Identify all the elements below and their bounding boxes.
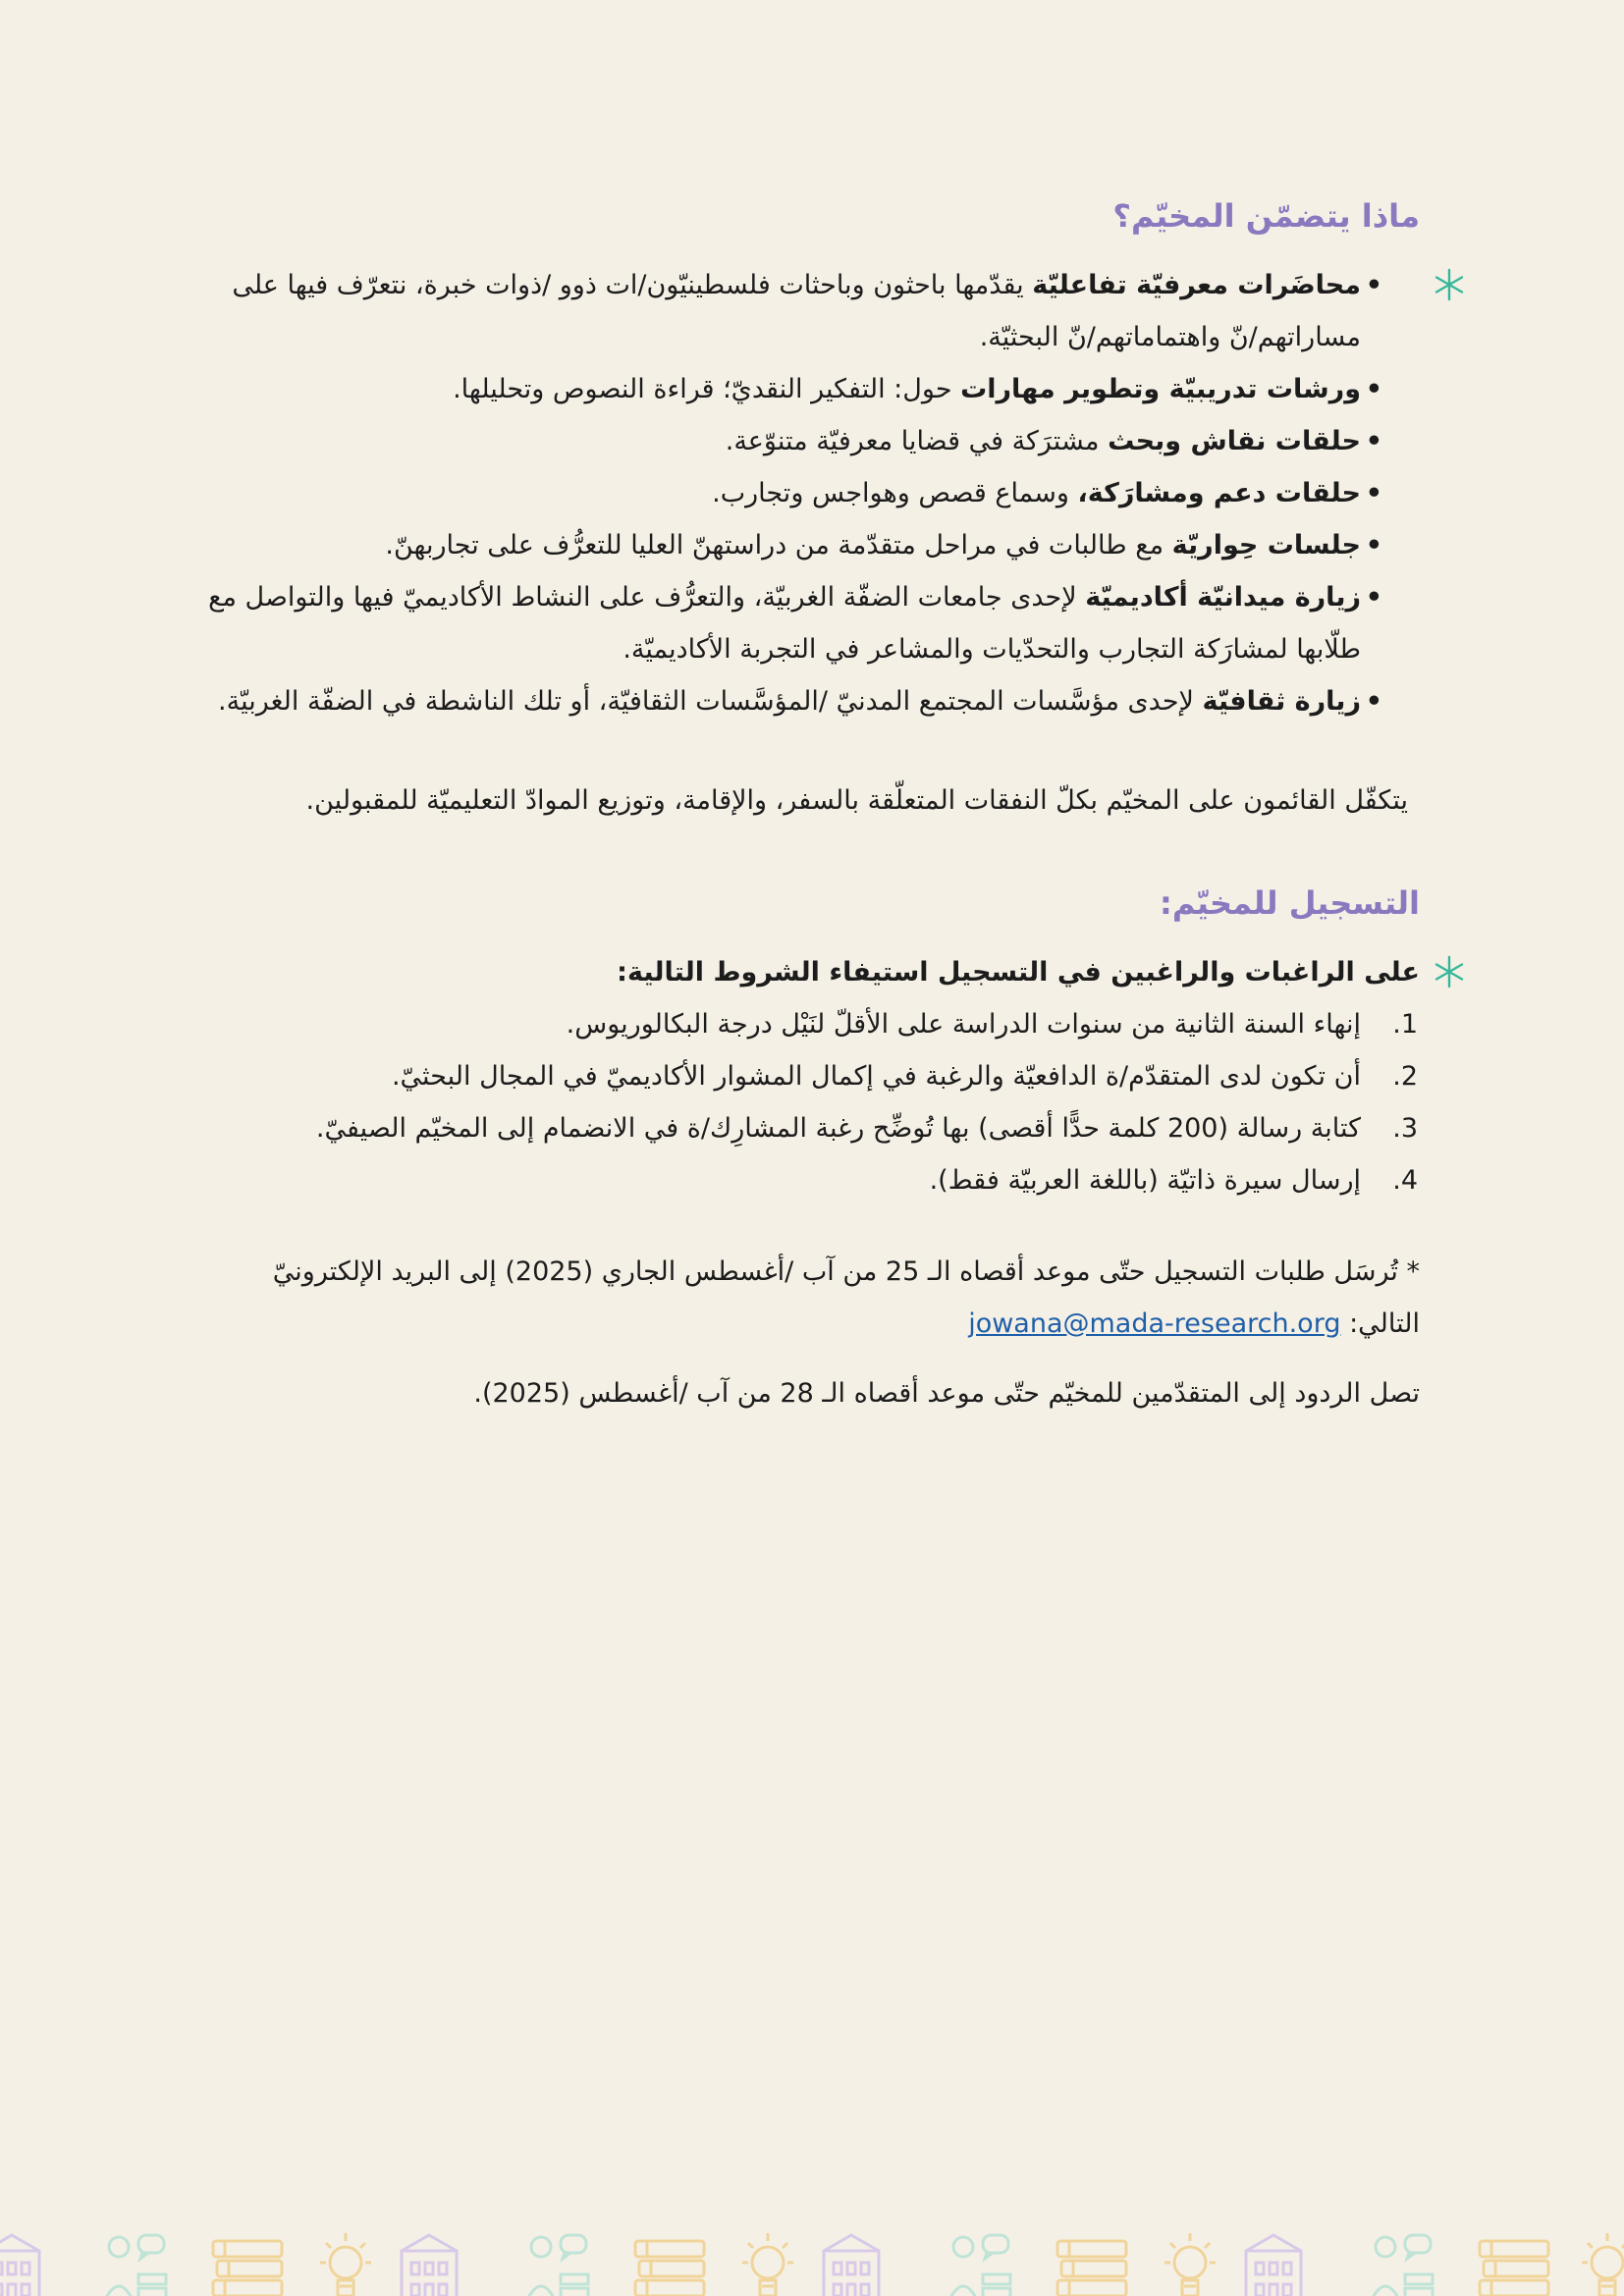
email-link[interactable]: jowana@mada-research.org xyxy=(968,1308,1341,1339)
item-bold-label: حلقات دعم ومشارَكة، xyxy=(1077,478,1361,508)
list-item xyxy=(202,1154,1418,1206)
document-content xyxy=(202,187,1420,1419)
list-item: • محاضَرات معرفيّة تفاعليّة يقدّمها باحثون وباحثات فلسطينيّون/ات ذوو /ذوات خبرة، نتعرّف فيها على مساراتهم/نّ واهتماماتهم/نّ البحثيّة. xyxy=(232,270,1382,352)
conditions-title-text: على الراغبات والراغبين في التسجيل استيفاء الشروط التالية: xyxy=(617,957,1420,988)
list-item: • حلقات دعم ومشارَكة، وسماع قصص وهواجس وتجارب. xyxy=(712,478,1382,508)
footer-pattern xyxy=(0,2217,1624,2296)
list-item: • حلقات نقاش وبحث مشترَكة في قضايا معرفيّة متنوّعة. xyxy=(725,426,1382,456)
item-text: لإحدى مؤسَّسات المجتمع المدنيّ /المؤسَّسات الثقافيّة، أو تلك الناشطة في الضفّة الغربيّة. xyxy=(218,686,1203,717)
list-item: • جلسات حِواريّة مع طالبات في مراحل متقدّمة من دراستهنّ العليا للتعرُّف على تجاربهنّ. xyxy=(385,530,1382,561)
item-bold-label: حلقات نقاش وبحث xyxy=(1108,426,1361,456)
list-item: • ورشات تدريبيّة وتطوير مهارات حول: التفكير النقديّ؛ قراءة النصوص وتحليلها. xyxy=(453,374,1382,404)
list-item xyxy=(202,1102,1418,1154)
deadline-text: * تُرسَل طلبات التسجيل حتّى موعد أقصاه الـ 25 من آب /أغسطس الجاري (2025) إلى البريد الإلكترونيّ التالي: xyxy=(272,1256,1420,1339)
list-item xyxy=(202,1050,1418,1102)
item-text: حول: التفكير النقديّ؛ قراءة النصوص وتحليلها. xyxy=(453,374,961,404)
item-number: 1. xyxy=(1392,1009,1418,1040)
item-bold-label: زيارة ميدانيّة أكاديميّة xyxy=(1085,582,1361,613)
asterisk-star-icon xyxy=(1432,954,1467,989)
deadline-paragraph xyxy=(202,1246,1420,1350)
conditions-list xyxy=(202,998,1420,1206)
list-item: • زيارة ثقافيّة لإحدى مؤسَّسات المجتمع المدنيّ /المؤسَّسات الثقافيّة، أو تلك الناشطة في الضفّة الغربيّة. xyxy=(218,686,1382,717)
item-text: إنهاء السنة الثانية من سنوات الدراسة على الأقلّ لنَيْل درجة البكالوريوس. xyxy=(566,1009,1361,1040)
asterisk-star-icon xyxy=(1432,267,1467,302)
item-text: لإحدى جامعات الضفّة الغربيّة، والتعرُّف على النشاط الأكاديميّ فيها والتواصل مع طلّابها لمشارَكة التجارب والتحدّيات والمشاعر في التجربة الأكاديميّة. xyxy=(208,582,1361,665)
item-text: إرسال سيرة ذاتيّة (باللغة العربيّة فقط). xyxy=(929,1165,1361,1196)
item-bold-label: جلسات حِواريّة xyxy=(1171,530,1361,561)
item-text: وسماع قصص وهواجس وتجارب. xyxy=(712,478,1078,508)
included-items-list xyxy=(202,259,1420,727)
item-bold-label: محاضَرات معرفيّة تفاعليّة xyxy=(1032,270,1361,300)
item-bold-label: زيارة ثقافيّة xyxy=(1202,686,1361,717)
item-text: أن تكون لدى المتقدّم/ة الدافعيّة والرغبة في إكمال المشوار الأكاديميّ في المجال البحثيّ. xyxy=(391,1061,1361,1092)
section-registration-heading: التسجيل للمخيّم: xyxy=(1160,884,1420,922)
item-bold-label: ورشات تدريبيّة وتطوير مهارات xyxy=(960,374,1361,404)
item-number: 3. xyxy=(1392,1113,1418,1144)
costs-note: يتكفّل القائمون على المخيّم بكلّ النفقات المتعلّقة بالسفر، والإقامة، وتوزيع الموادّ التعليميّة للمقبولين. xyxy=(305,785,1408,816)
list-item xyxy=(202,998,1418,1050)
item-text: مشترَكة في قضايا معرفيّة متنوّعة. xyxy=(725,426,1109,456)
item-number: 2. xyxy=(1392,1061,1418,1092)
item-text: مع طالبات في مراحل متقدّمة من دراستهنّ العليا للتعرُّف على تجاربهنّ. xyxy=(385,530,1172,561)
conditions-title xyxy=(202,946,1420,998)
item-number: 4. xyxy=(1392,1165,1418,1196)
item-text: يقدّمها باحثون وباحثات فلسطينيّون/ات ذوو /ذوات خبرة، نتعرّف فيها على مساراتهم/نّ واهتماماتهم/نّ البحثيّة. xyxy=(232,270,1361,352)
item-text: كتابة رسالة (200 كلمة حدًّا أقصى) بها تُوضِّح رغبة المشارِك/ة في الانضمام إلى المخيّم الصيفيّ. xyxy=(315,1113,1361,1144)
section-what-included-heading: ماذا يتضمّن المخيّم؟ xyxy=(1112,197,1420,235)
reply-note: تصل الردود إلى المتقدّمين للمخيّم حتّى موعد أقصاه الـ 28 من آب /أغسطس (2025). xyxy=(473,1378,1420,1409)
list-item: • زيارة ميدانيّة أكاديميّة لإحدى جامعات الضفّة الغربيّة، والتعرُّف على النشاط الأكاديميّ فيها والتواصل مع طلّابها لمشارَكة التجارب والتحدّيات والمشاعر في التجربة الأكاديميّة. xyxy=(208,582,1382,665)
